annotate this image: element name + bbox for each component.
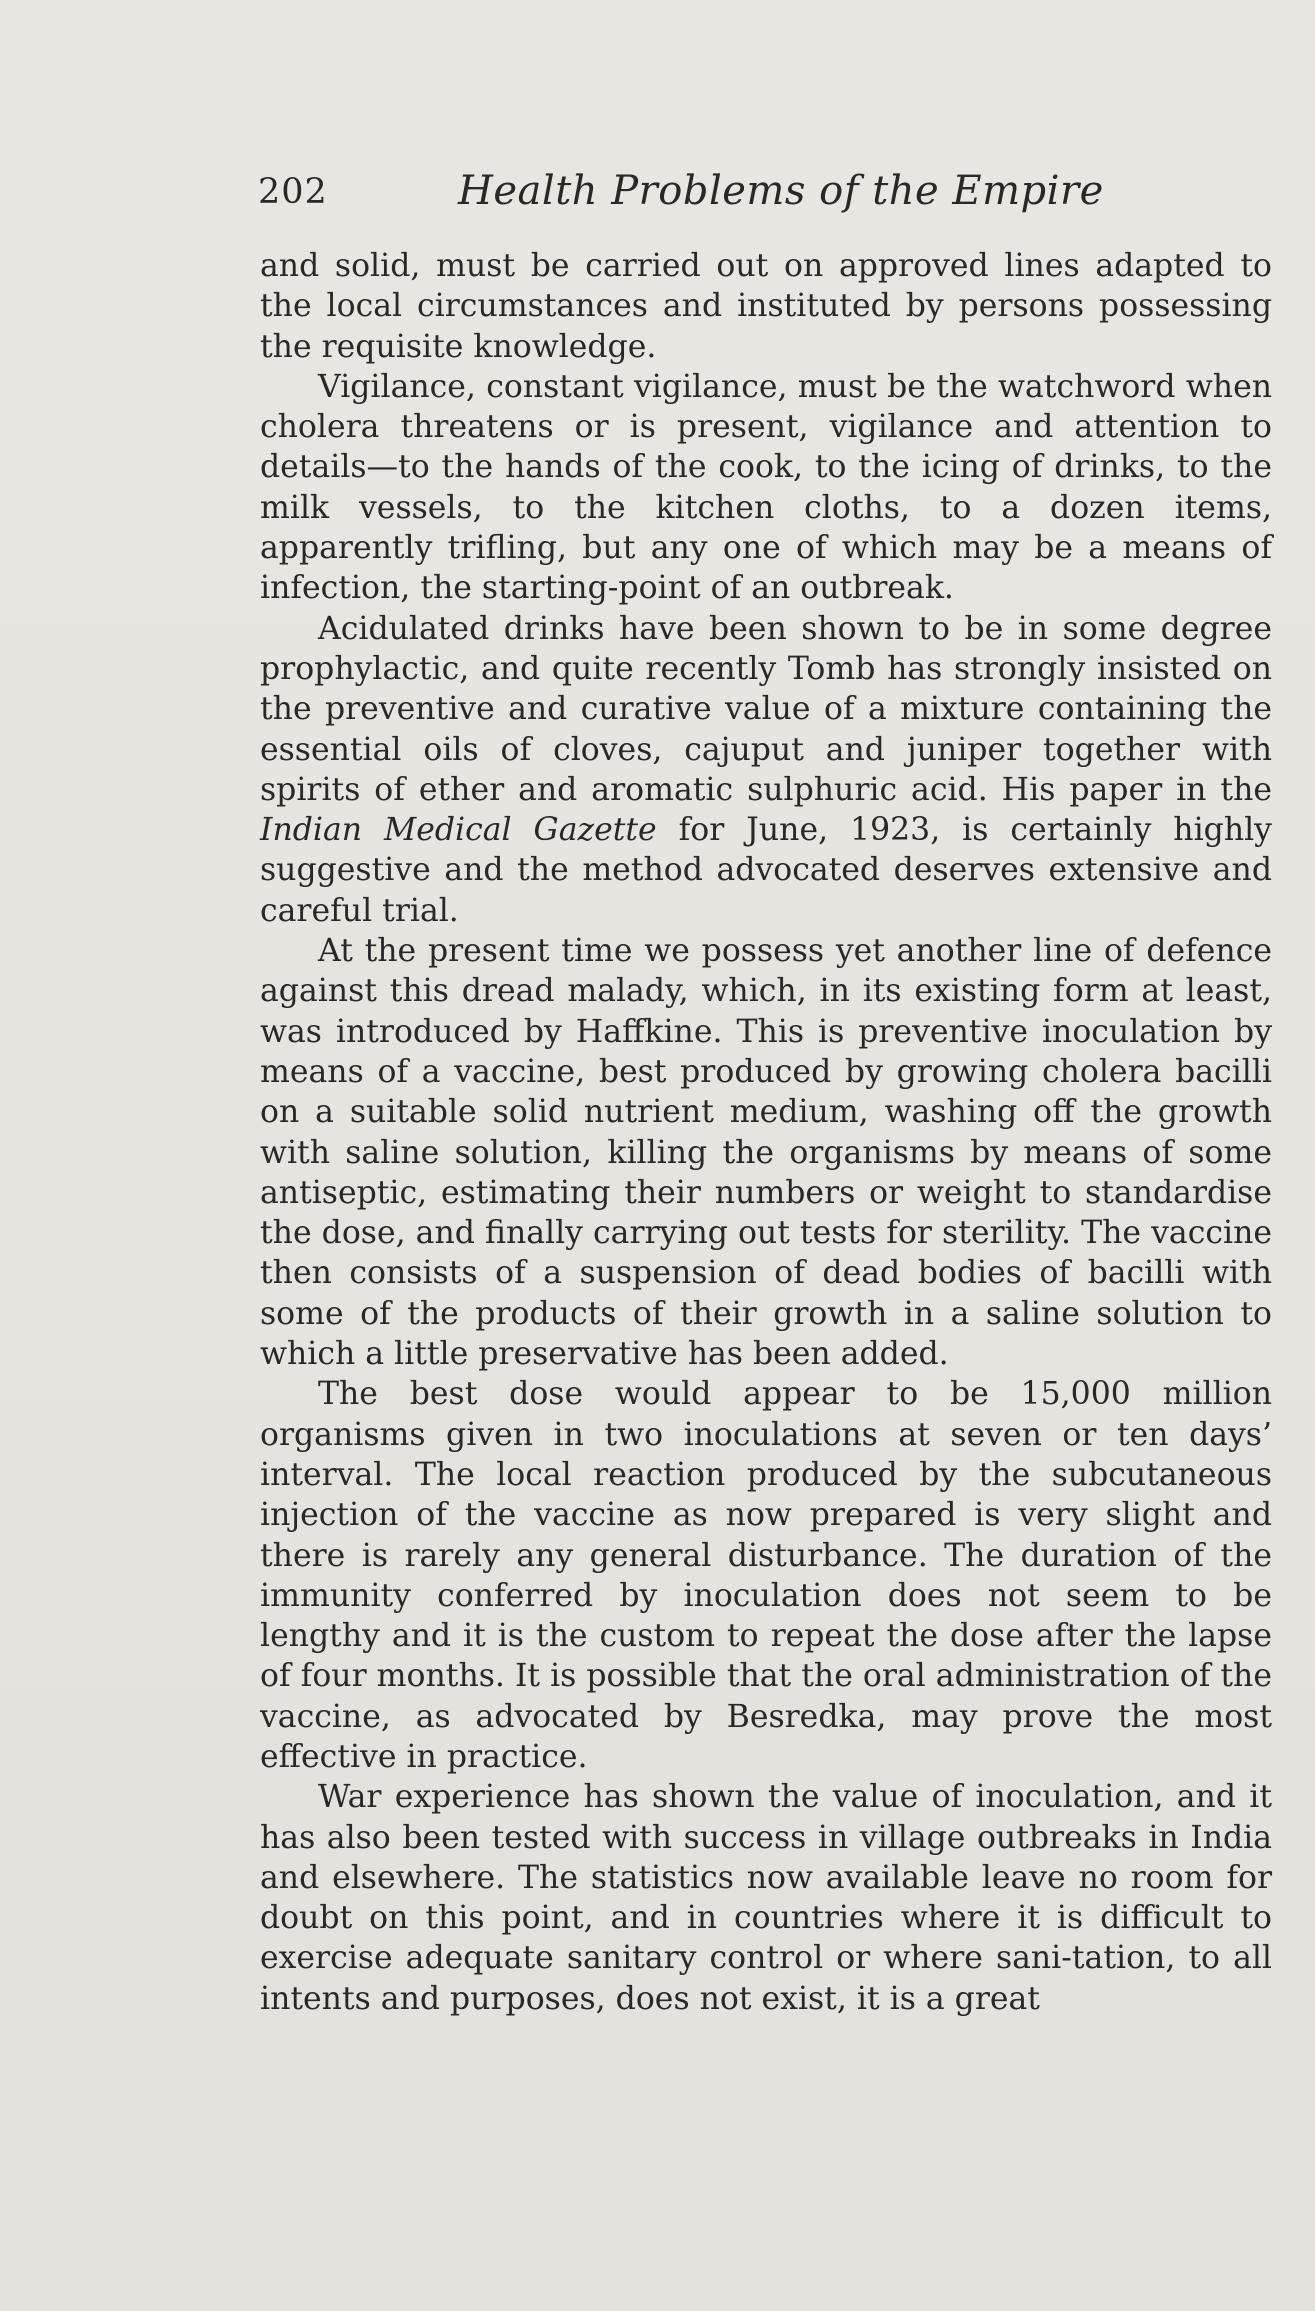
page-header — [258, 168, 1274, 228]
paragraph-vigilance: Vigilance, constant vigilance, must be the watchword when cholera threatens or is present, vigilance and attention to details—to the hands of the cook, to the icing of drinks, to the milk vessels, to the kitchen cloths, to a dozen items, apparently trifling, but any one of which may be a means of infection, the starting-point of an outbreak. — [260, 368, 1272, 607]
paragraph-text: Acidulated drinks have been shown to be in some degree prophylactic, and quite recently Tomb has strongly insisted on the preventive and curative value of a mixture containing the essential oils of cloves, cajuput and juniper together with spirits of ether and aromatic sulphuric acid. His paper in the — [260, 610, 1272, 808]
page-number: 202 — [258, 172, 328, 212]
running-title: Health Problems of the Empire — [458, 168, 1104, 214]
paragraph-text: for June, 1923, is certainly highly suggestive and the method advocated deserves extensive and careful trial. — [260, 812, 1272, 929]
paragraph-war-experience: War experience has shown the value of inoculation, and it has also been tested with success in village outbreaks in India and elsewhere. The statistics now available leave no room for doubt on this point, and in countries where it is difficult to exercise adequate sanitary control or where sani-tation, to all intents and purposes, does not exist, it is a great — [260, 1779, 1272, 2017]
paragraph-acidulated-drinks — [260, 609, 1272, 931]
journal-title: Indian Medical Gazette — [260, 812, 657, 849]
body-text — [260, 246, 1272, 2019]
paragraph-dose: The best dose would appear to be 15,000 million organisms given in two inoculations at seven or ten days’ interval. The local reaction produced by the subcutaneous injection of the vaccine as now prepared is very slight and there is rarely any general disturbance. The duration of the immunity conferred by inoculation does not seem to be lengthy and it is the custom to repeat the dose after the lapse of four months. It is possible that the oral administration of the vaccine, as advocated by Besredka, may prove the most effective in practice. — [260, 1376, 1272, 1775]
paragraph-continued: and solid, must be carried out on approved lines adapted to the local circumstances and instituted by persons possessing the requisite knowledge. — [260, 248, 1272, 365]
paragraph-inoculation: At the present time we possess yet another line of defence against this dread malady, which, in its existing form at least, was introduced by Haffkine. This is preventive inoculation by means of a vaccine, best produced by growing cholera bacilli on a suitable solid nutrient medium, washing off the growth with saline solution, killing the organisms by means of some antiseptic, estimating their numbers or weight to standardise the dose, and finally carrying out tests for sterility. The vaccine then consists of a suspension of dead bodies of bacilli with some of the products of their growth in a saline solution to which a little preservative has been added. — [260, 933, 1272, 1373]
